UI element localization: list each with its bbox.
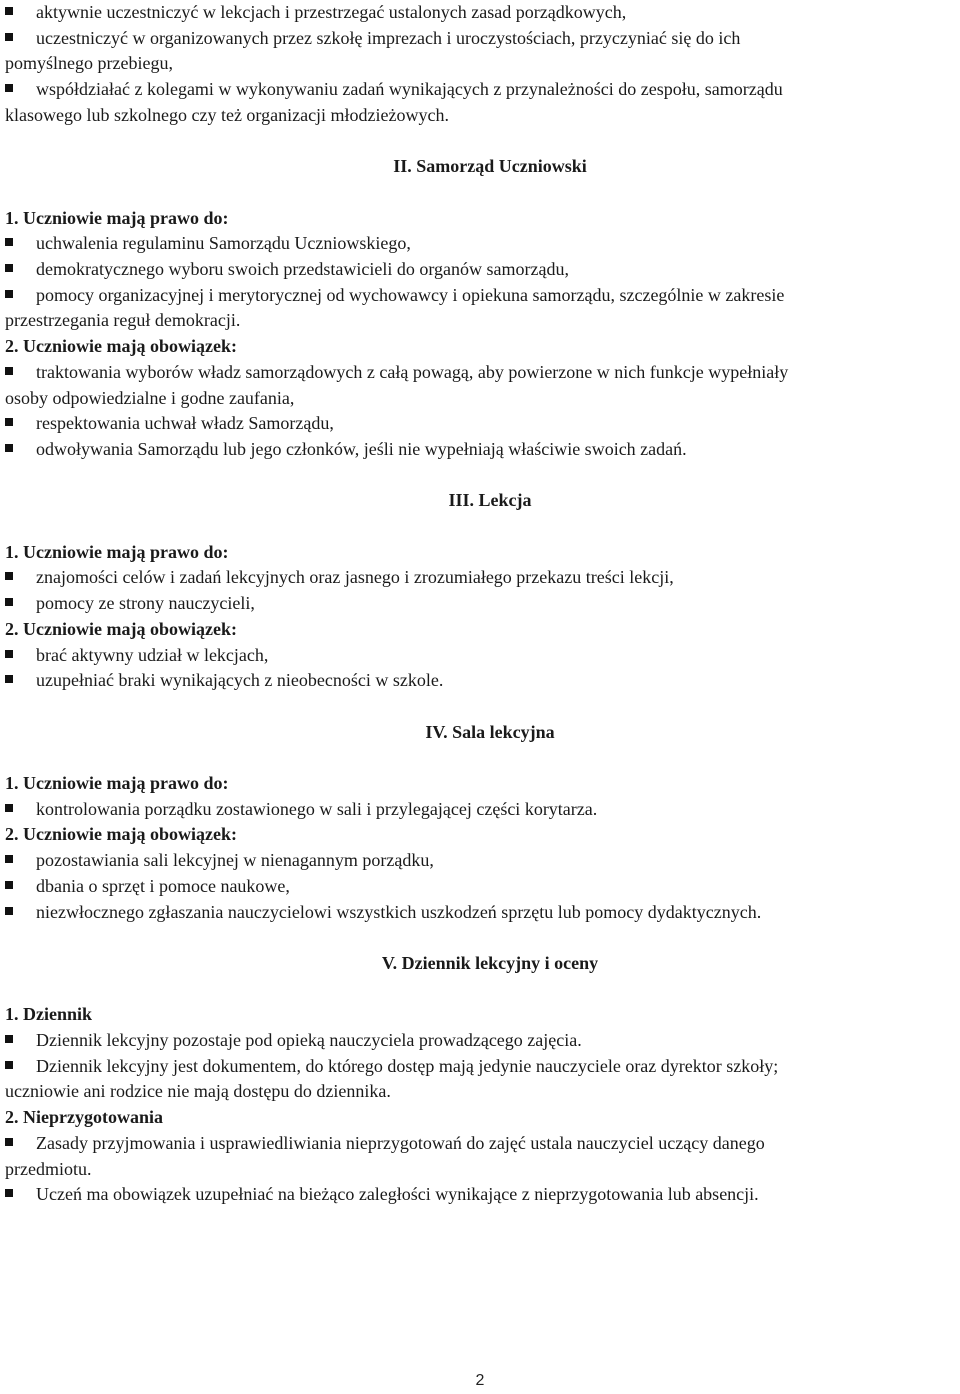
bullet-item <box>5 360 955 411</box>
square-bullet-icon <box>5 881 13 889</box>
bullet-text-continuation: uczniowie ani rodzice nie mają dostępu do dziennika. <box>5 1081 391 1102</box>
bullet-text: Zasady przyjmowania i usprawiedliwiania nieprzygotowań do zajęć ustala nauczyciel uczący danego <box>36 1132 765 1153</box>
bullet-text-continuation: klasowego lub szkolnego czy też organizacji młodzieżowych. <box>5 104 450 125</box>
page-number: 2 <box>475 1372 485 1389</box>
square-bullet-icon <box>5 418 13 426</box>
section-heading: IV. Sala lekcyjna <box>425 721 555 742</box>
section-heading: III. Lekcja <box>448 490 532 511</box>
subsection-heading: 1. Uczniowie mają prawo do: <box>5 207 229 228</box>
bullet-text-continuation: osoby odpowiedzialne i godne zaufania, <box>5 387 295 408</box>
square-bullet-icon <box>5 804 13 812</box>
bullet-text-continuation: przestrzegania reguł demokracji. <box>5 310 241 331</box>
bullet-item <box>5 874 955 900</box>
document-body <box>5 0 955 1208</box>
bullet-item <box>5 77 955 128</box>
square-bullet-icon <box>5 1061 13 1069</box>
bullet-text: niezwłocznego zgłaszania nauczycielowi wszystkich uszkodzeń sprzętu lub pomocy dydaktycznych. <box>36 901 762 922</box>
square-bullet-icon <box>5 444 13 452</box>
bullet-text: pomocy organizacyjnej i merytorycznej od wychowawcy i opiekuna samorządu, szczególnie w zakresie <box>36 284 785 305</box>
bullet-item <box>5 797 955 823</box>
section-heading: V. Dziennik lekcyjny i oceny <box>381 952 599 973</box>
square-bullet-icon <box>5 7 13 15</box>
subsection-heading: 2. Uczniowie mają obowiązek: <box>5 336 237 357</box>
square-bullet-icon <box>5 855 13 863</box>
square-bullet-icon <box>5 572 13 580</box>
bullet-item <box>5 1028 955 1054</box>
blank-line <box>5 514 955 540</box>
bullet-text: aktywnie uczestniczyć w lekcjach i przestrzegać ustalonych zasad porządkowych, <box>36 2 627 22</box>
bullet-text: brać aktywny udział w lekcjach, <box>36 644 269 665</box>
blank-line <box>5 180 955 206</box>
bullet-text: demokratycznego wyboru swoich przedstawicieli do organów samorządu, <box>36 259 570 279</box>
subsection-heading: 2. Nieprzygotowania <box>5 1107 163 1128</box>
bullet-text: dbania o sprzęt i pomoce naukowe, <box>36 875 290 896</box>
bullet-item <box>5 1131 955 1182</box>
bullet-text: uzupełniać braki wynikających z nieobecności w szkole. <box>36 670 444 691</box>
bullet-item <box>5 591 955 617</box>
square-bullet-icon <box>5 598 13 606</box>
square-bullet-icon <box>5 84 13 92</box>
bullet-text: Dziennik lekcyjny pozostaje pod opieką nauczyciela prowadzącego zajęcia. <box>36 1030 582 1050</box>
bullet-text: uczestniczyć w organizowanych przez szkołę imprezach i uroczystościach, przyczyniać się do ich <box>36 27 741 48</box>
bullet-item <box>5 231 955 257</box>
square-bullet-icon <box>5 290 13 298</box>
bullet-text: kontrolowania porządku zostawionego w sali i przylegającej części korytarza. <box>36 798 598 819</box>
bullet-text: respektowania uchwał władz Samorządu, <box>36 413 334 434</box>
subsection-heading: 2. Uczniowie mają obowiązek: <box>5 824 237 845</box>
bullet-item <box>5 565 955 591</box>
bullet-text-continuation: pomyślnego przebiegu, <box>5 53 173 74</box>
bullet-text: Dziennik lekcyjny jest dokumentem, do którego dostęp mają jedynie nauczyciele oraz dyrektor szkoły; <box>36 1055 779 1076</box>
bullet-item <box>5 411 955 437</box>
bullet-text-continuation: przedmiotu. <box>5 1158 92 1179</box>
bullet-item <box>5 1182 955 1208</box>
bullet-item <box>5 668 955 694</box>
square-bullet-icon <box>5 1138 13 1146</box>
bullet-item <box>5 26 955 77</box>
bullet-text: pomocy ze strony nauczycieli, <box>36 593 255 614</box>
bullet-item <box>5 257 955 283</box>
bullet-item <box>5 437 955 463</box>
square-bullet-icon <box>5 907 13 915</box>
square-bullet-icon <box>5 238 13 246</box>
bullet-text: uchwalenia regulaminu Samorządu Uczniowskiego, <box>36 233 411 254</box>
bullet-text: znajomości celów i zadań lekcyjnych oraz jasnego i zrozumiałego przekazu treści lekcji, <box>36 567 674 588</box>
square-bullet-icon <box>5 264 13 272</box>
square-bullet-icon <box>5 650 13 658</box>
section-heading: II. Samorząd Uczniowski <box>393 156 587 177</box>
bullet-text: Uczeń ma obowiązek uzupełniać na bieżąco zaległości wynikające z nieprzygotowania lub absencji. <box>36 1184 759 1205</box>
bullet-text: odwoływania Samorządu lub jego członków, jeśli nie wypełniają właściwie swoich zadań. <box>36 438 687 459</box>
square-bullet-icon <box>5 1035 13 1043</box>
blank-line <box>5 977 955 1003</box>
bullet-item <box>5 643 955 669</box>
square-bullet-icon <box>5 1189 13 1197</box>
square-bullet-icon <box>5 367 13 375</box>
bullet-text: traktowania wyborów władz samorządowych z całą powagą, aby powierzone w nich funkcje wypełniały <box>36 361 789 382</box>
subsection-heading: 2. Uczniowie mają obowiązek: <box>5 618 237 639</box>
subsection-heading: 1. Dziennik <box>5 1004 93 1025</box>
blank-line <box>5 925 955 951</box>
bullet-item <box>5 0 955 26</box>
blank-line <box>5 463 955 489</box>
blank-line <box>5 129 955 155</box>
bullet-text: pozostawiania sali lekcyjnej w nienagannym porządku, <box>36 850 434 871</box>
blank-line <box>5 694 955 720</box>
blank-line <box>5 745 955 771</box>
bullet-item <box>5 283 955 334</box>
square-bullet-icon <box>5 675 13 683</box>
bullet-item <box>5 1054 955 1105</box>
subsection-heading: 1. Uczniowie mają prawo do: <box>5 541 229 562</box>
bullet-item <box>5 900 955 926</box>
square-bullet-icon <box>5 33 13 41</box>
bullet-text: współdziałać z kolegami w wykonywaniu zadań wynikających z przynależności do zespołu, samorządu <box>36 79 783 100</box>
subsection-heading: 1. Uczniowie mają prawo do: <box>5 773 229 793</box>
bullet-item <box>5 848 955 874</box>
